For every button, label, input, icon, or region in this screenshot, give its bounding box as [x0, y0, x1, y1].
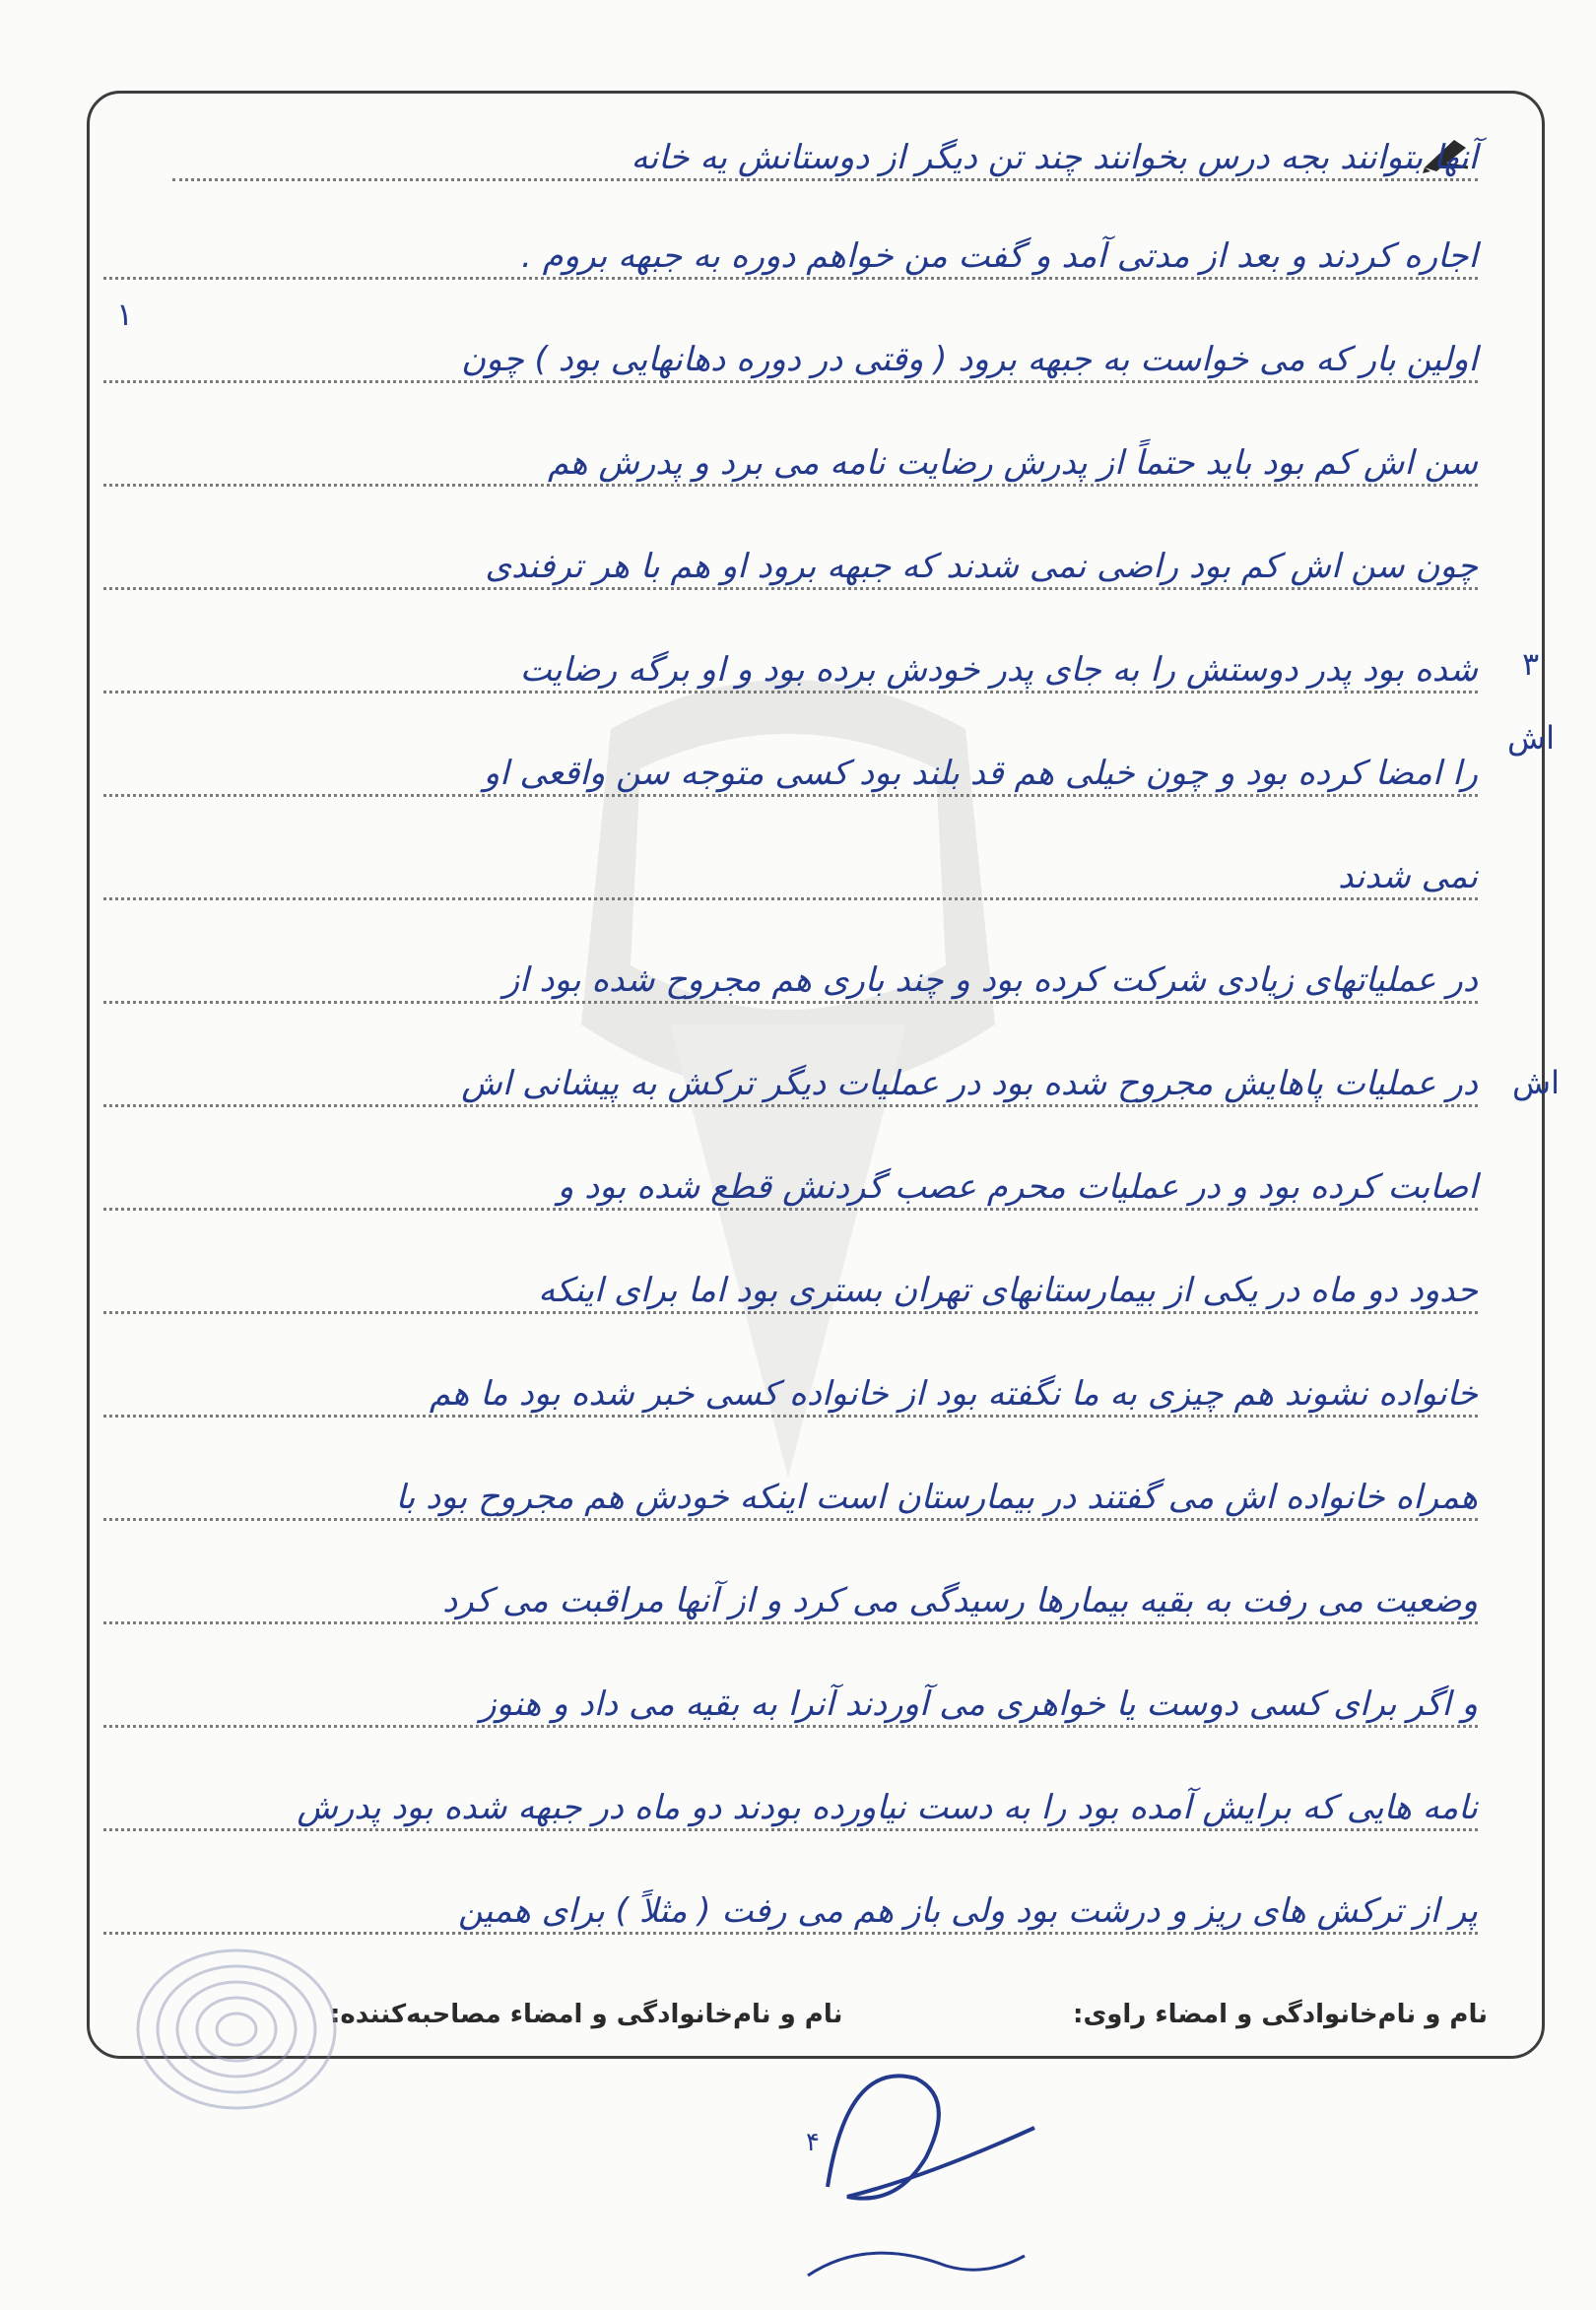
handwritten-line: در عملیات پاهایش مجروح شده بود در عملیات دیگر ترکش به پیشانی اش: [103, 1054, 1478, 1113]
handwritten-line: اصابت کرده بود و در عملیات محرم عصب گردنش قطع شده بود و: [103, 1157, 1478, 1217]
handwritten-line: نمی شدند: [103, 847, 1478, 906]
handwritten-line: همراه خانواده اش می گفتند در بیمارستان است اینکه خودش هم مجروح بود با: [103, 1468, 1478, 1527]
handwritten-line: سن اش کم بود باید حتماً از پدرش رضایت نامه می برد و پدرش هم: [103, 433, 1478, 493]
handwritten-line: آنها بتوانند بجه درس بخوانند چند تن دیگر از دوستانش یه خانه: [172, 128, 1478, 187]
page-number: ۴: [806, 2128, 820, 2157]
handwritten-line: اولین بار که می خواست به جبهه برود ( وقتی در دوره دهانهایی بود ) چون: [103, 330, 1478, 389]
handwritten-line: پر از ترکش های ریز و درشت بود ولی باز هم می رفت ( مثلاً ) برای همین: [103, 1881, 1478, 1941]
fingerprint-mark: [118, 1931, 355, 2128]
handwritten-line: در عملیاتهای زیادی شرکت کرده بود و چند باری هم مجروح شده بود از: [103, 951, 1478, 1010]
handwritten-line: خانواده نشوند هم چیزی به ما نگفته بود از خانواده کسی خبر شده بود ما هم: [103, 1364, 1478, 1423]
handwritten-line: را امضا کرده بود و چون خیلی هم قد بلند بود کسی متوجه سن واقعی او: [103, 744, 1478, 803]
margin-note: اش: [1512, 1064, 1560, 1101]
margin-note: ۳: [1522, 645, 1540, 683]
handwritten-line: چون سن اش کم بود راضی نمی شدند که جبهه برود او هم با هر ترفندی: [103, 537, 1478, 596]
handwritten-line: وضعیت می رفت به بقیه بیمارها رسیدگی می کرد و از آنها مراقبت می کرد: [103, 1571, 1478, 1630]
margin-note: اش: [1507, 719, 1555, 757]
handwritten-line: نامه هایی که برایش آمده بود را به دست نیاورده بودند دو ماه در جبهه شده بود پدرش: [103, 1778, 1478, 1837]
narrator-signature-label: نام و نام‌خانوادگی و امضاء راوی:: [1073, 2000, 1488, 2029]
interviewer-signature-label: نام و نام‌خانوادگی و امضاء مصاحبه‌کننده:: [330, 2000, 843, 2029]
handwritten-line: حدود دو ماه در یکی از بیمارستانهای تهران بستری بود اما برای اینکه: [103, 1261, 1478, 1320]
handwritten-line: اجاره کردند و بعد از مدتی آمد و گفت من خواهم دوره به جبهه بروم .: [103, 227, 1478, 286]
handwritten-signature: [788, 2019, 1084, 2305]
margin-note: ۱: [116, 296, 134, 333]
handwritten-line: و اگر برای کسی دوست یا خواهری می آوردند آنرا به بقیه می داد و هنوز: [103, 1675, 1478, 1734]
handwritten-line: شده بود پدر دوستش را به جای پدر خودش برده بود و او برگه رضایت: [103, 640, 1478, 699]
